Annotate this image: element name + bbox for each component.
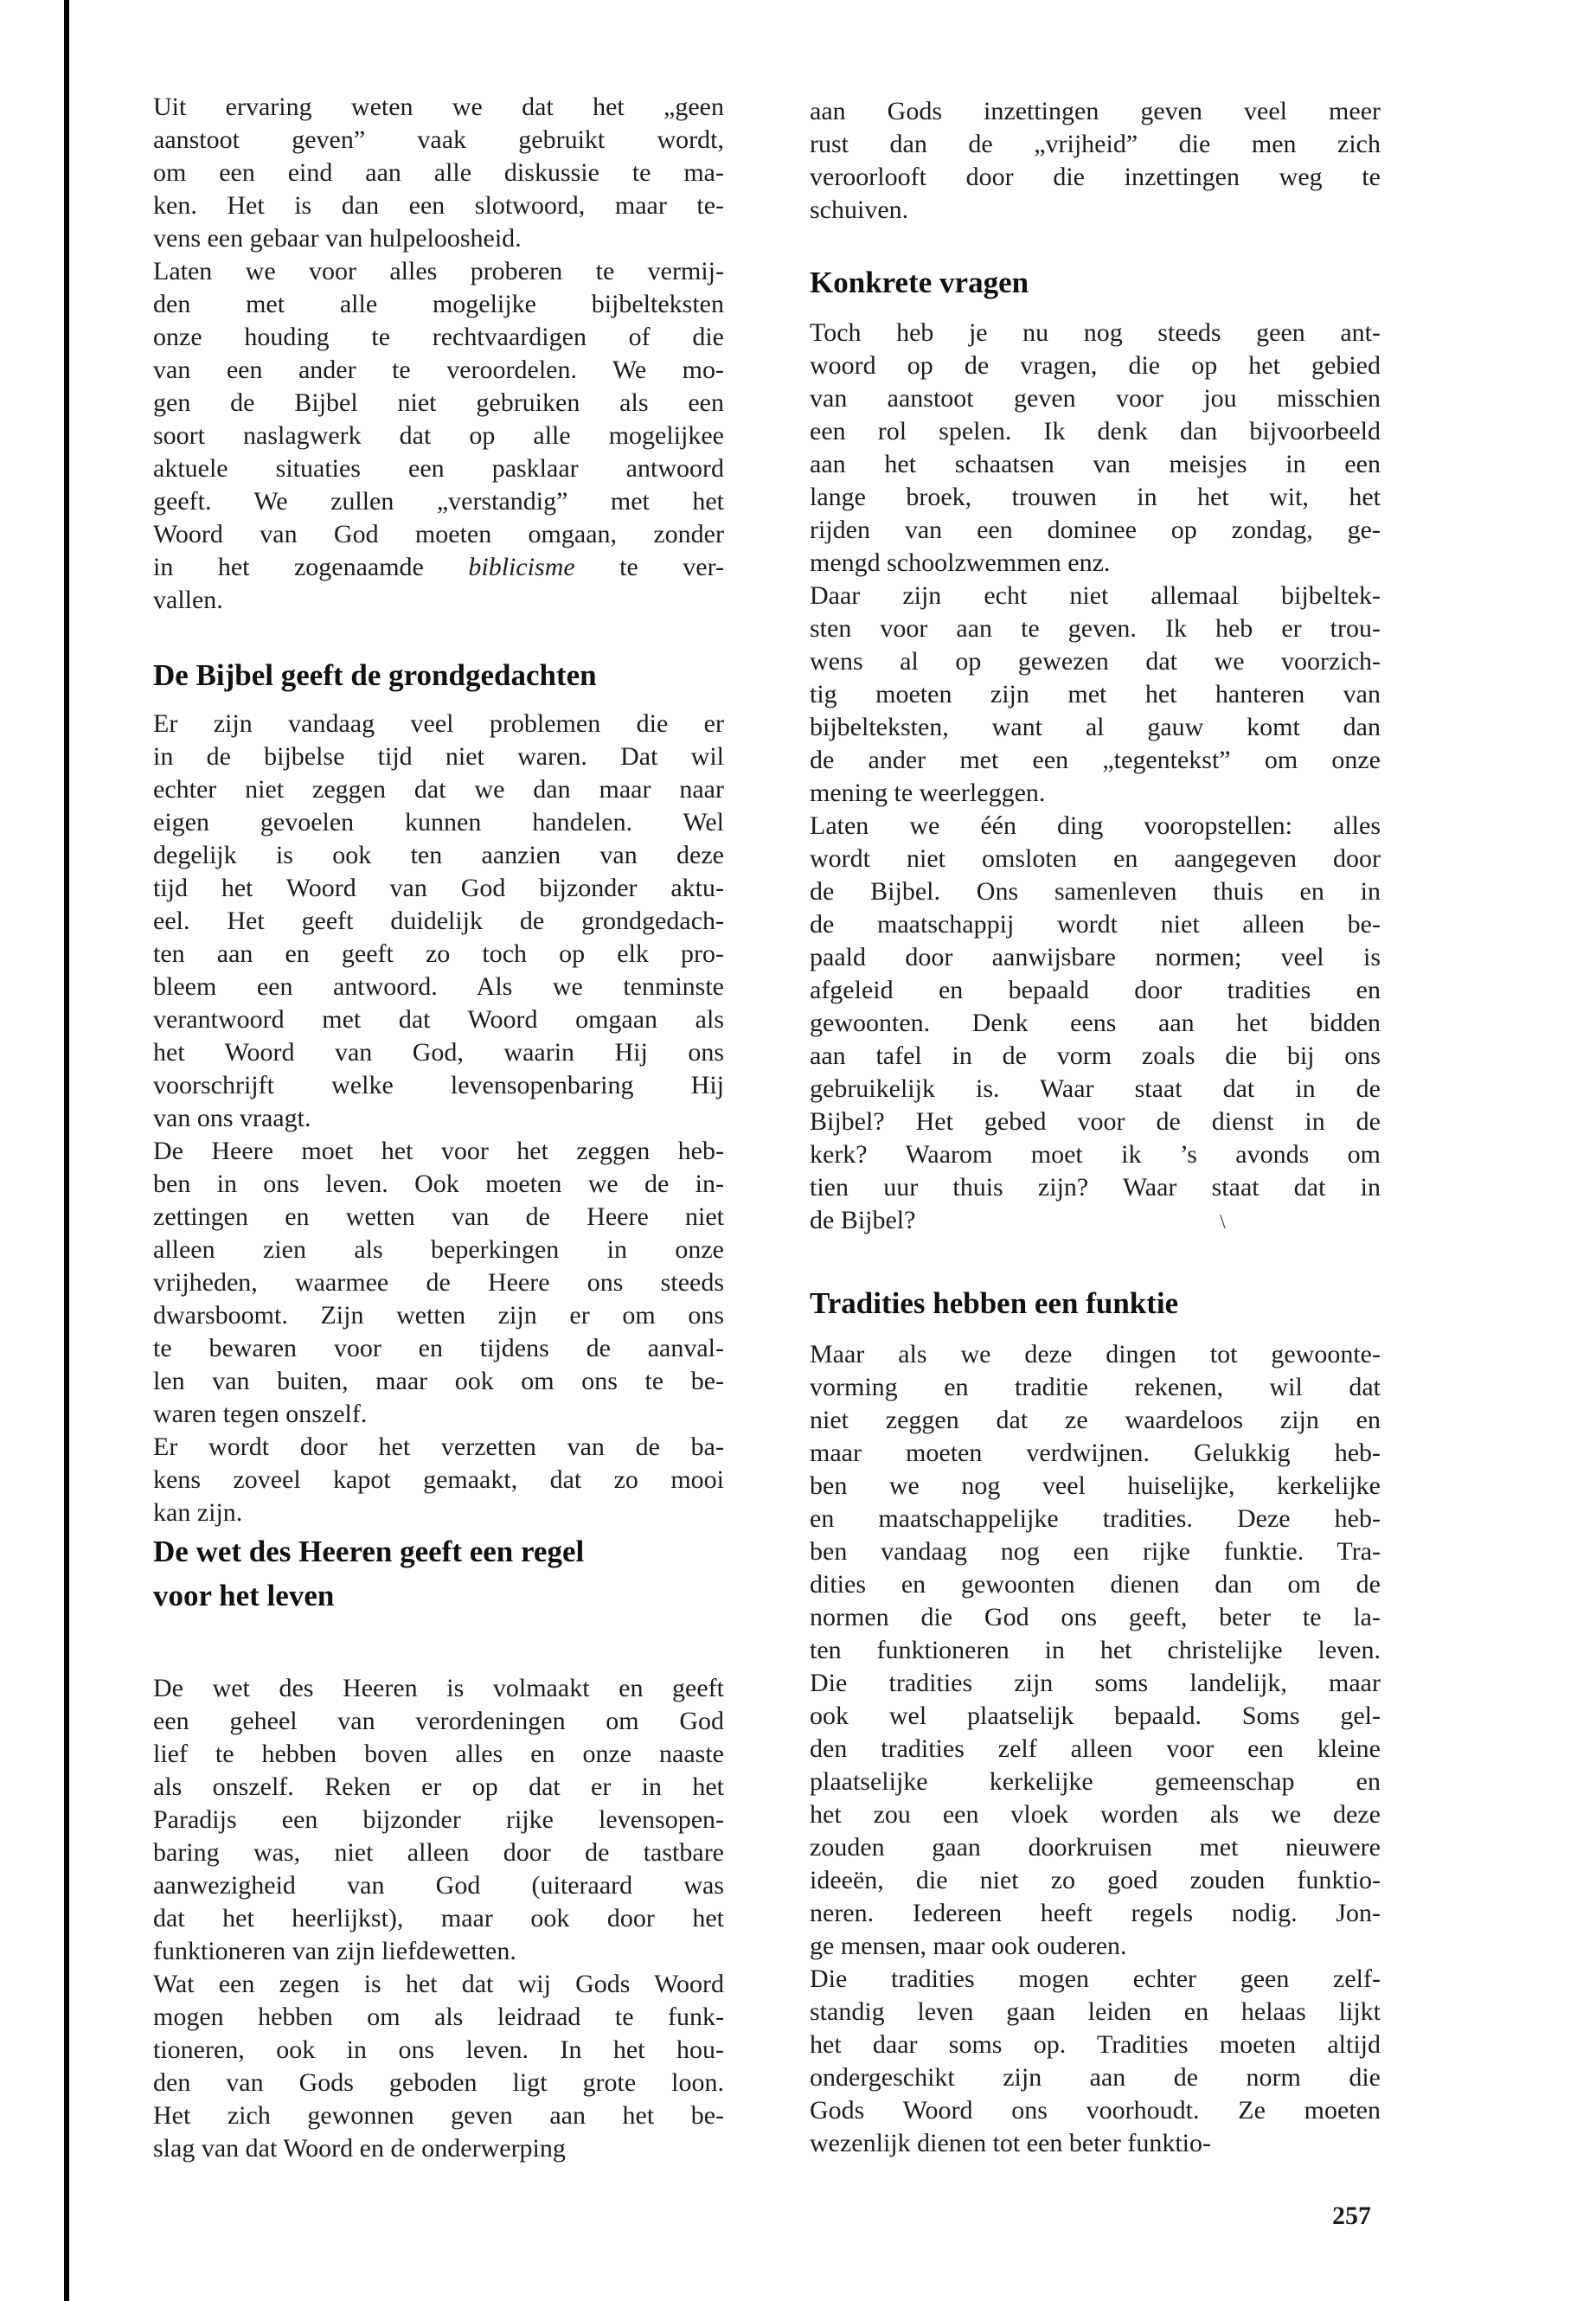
heading-konkrete-vragen: Konkrete vragen (810, 266, 1029, 299)
text-line: vrijheden, waarmee de Heere ons steeds (153, 1268, 724, 1297)
text-line: sten voor aan te geven. Ik heb er trou- (810, 614, 1381, 643)
text-line: Daar zijn echt niet allemaal bijbeltek- (810, 581, 1381, 610)
heading-wet-des-heeren-line1: De wet des Heeren geeft een regel (153, 1535, 585, 1568)
text-line: rust dan de „vrijheid” die men zich (810, 130, 1381, 158)
left-section-grondgedachten (153, 708, 724, 1529)
right-section-intro (810, 95, 1381, 227)
text-line: afgeleid en bepaald door tradities en (810, 976, 1381, 1004)
text-line: rijden van een dominee op zondag, ge- (810, 516, 1381, 544)
text-line: eigen gevoelen kunnen handelen. Wel (153, 808, 724, 836)
paragraph (810, 810, 1381, 1237)
paragraph (153, 708, 724, 1135)
paragraph (153, 1431, 724, 1529)
text-line: de maatschappij wordt niet alleen be- (810, 910, 1381, 939)
text-line: Paradijs een bijzonder rijke levensopen- (153, 1805, 724, 1834)
text-line: de ander met een „tegentekst” om onze (810, 746, 1381, 774)
paragraph (153, 1968, 724, 2165)
text-line: als onszelf. Reken er op dat er in het (153, 1772, 724, 1801)
text-line: Maar als we deze dingen tot gewoonte- (810, 1340, 1381, 1368)
text-line: tien uur thuis zijn? Waar staat dat in (810, 1173, 1381, 1202)
text-line: den met alle mogelijke bijbelteksten (153, 290, 724, 318)
right-section-konkrete-vragen (810, 317, 1381, 1237)
text-line: Die tradities mogen echter geen zelf- (810, 1965, 1381, 1993)
text-line: kens zoveel kapot gemaakt, dat zo mooi (153, 1465, 724, 1494)
text-line: het daar soms op. Tradities moeten altijd (810, 2030, 1381, 2059)
text-line: gewoonten. Denk eens aan het bidden (810, 1009, 1381, 1037)
text-line: wordt niet omsloten en aangegeven door (810, 844, 1381, 873)
text-line: aanwezigheid van God (uiteraard was (153, 1871, 724, 1900)
text-line: Bijbel? Het gebed voor de dienst in de (810, 1107, 1381, 1136)
text-line: aan tafel in de vorm zoals die bij ons (810, 1042, 1381, 1070)
text-line: Die tradities zijn soms landelijk, maar (810, 1669, 1381, 1697)
text-line: ook wel plaatselijk bepaald. Soms gel- (810, 1702, 1381, 1730)
text-line: den tradities zelf alleen voor een kleine (810, 1734, 1381, 1763)
text-line: verantwoord met dat Woord omgaan als (153, 1005, 724, 1034)
text-line: Gods Woord ons voorhoudt. Ze moeten (810, 2096, 1381, 2125)
text-line: Wat een zegen is het dat wij Gods Woord (153, 1970, 724, 1998)
text-line: en maatschappelijke tradities. Deze heb- (810, 1504, 1381, 1533)
text-line: paald door aanwijsbare normen; veel is (810, 943, 1381, 971)
text-line: aktuele situaties een pasklaar antwoord (153, 454, 724, 483)
text-line: vallen. (153, 586, 223, 614)
text-line: maar moeten verdwijnen. Gelukkig heb- (810, 1439, 1381, 1467)
text-line: wens al op gewezen dat we voorzich- (810, 647, 1381, 676)
text-line: Uit ervaring weten we dat het „geen (153, 93, 724, 121)
paragraph (810, 317, 1381, 580)
text-line: wezenlijk dienen tot een beter funktio- (810, 2129, 1211, 2157)
text-line: vorming en traditie rekenen, wil dat (810, 1373, 1381, 1401)
left-section-intro (153, 91, 724, 617)
text-line: zouden gaan doorkruisen met nieuwere (810, 1833, 1381, 1862)
text-line: aanstoot geven” vaak gebruikt wordt, (153, 125, 724, 154)
text-line: ben in ons leven. Ook moeten we de in- (153, 1170, 724, 1198)
text-line: lange broek, trouwen in het wit, het (810, 483, 1381, 511)
text-line: schuiven. (810, 195, 909, 224)
text-line: van een ander te veroordelen. We mo- (153, 356, 724, 384)
text-line: dwarsboomt. Zijn wetten zijn er om ons (153, 1301, 724, 1330)
text-line: kerk? Waarom moet ik ’s avonds om (810, 1140, 1381, 1169)
paragraph (153, 255, 724, 617)
text-line: om een eind aan alle diskussie te ma- (153, 158, 724, 187)
left-section-wet (153, 1672, 724, 2165)
text-line: plaatselijke kerkelijke gemeenschap en (810, 1767, 1381, 1796)
text-line: standig leven gaan leiden en helaas lijkt (810, 1997, 1381, 2026)
text-line: ben vandaag nog een rijke funktie. Tra- (810, 1537, 1381, 1566)
text-line: gebruikelijk is. Waar staat dat in de (810, 1074, 1381, 1103)
text-line: in het zogenaamde biblicisme te ver- (153, 553, 724, 581)
paragraph (153, 91, 724, 255)
text-line: van ons vraagt. (153, 1104, 311, 1132)
text-line: het Woord van God, waarin Hij ons (153, 1038, 724, 1067)
text-line: De Heere moet het voor het zeggen heb- (153, 1137, 724, 1165)
paragraph (153, 1672, 724, 1968)
text-line: veroorlooft door die inzettingen weg te (810, 163, 1381, 191)
text-line: ben we nog veel huiselijke, kerkelijke (810, 1471, 1381, 1500)
heading-tradities: Tradities hebben een funktie (810, 1286, 1179, 1320)
text-line: bijbelteksten, want al gauw komt dan (810, 713, 1381, 741)
text-line: den van Gods geboden ligt grote loon. (153, 2068, 724, 2097)
text-line: ondergeschikt zijn aan de norm die (810, 2063, 1381, 2092)
text-line: soort naslagwerk dat op alle mogelijkee (153, 421, 724, 450)
paragraph (810, 580, 1381, 810)
text-line: ken. Het is dan een slotwoord, maar te- (153, 191, 724, 220)
text-line: tijd het Woord van God bijzonder aktu- (153, 874, 724, 902)
text-line: ideeën, die niet zo goed zouden funktio- (810, 1866, 1381, 1894)
text-line: Laten we voor alles proberen te vermij- (153, 257, 724, 285)
text-line: zettingen en wetten van de Heere niet (153, 1202, 724, 1231)
text-line: Er zijn vandaag veel problemen die er (153, 709, 724, 738)
text-line: lief te hebben boven alles en onze naaste (153, 1740, 724, 1768)
text-line: het zou een vloek worden als we deze (810, 1800, 1381, 1829)
text-line: Toch heb je nu nog steeds geen ant- (810, 318, 1381, 347)
text-line: te bewaren voor en tijdens de aanval- (153, 1334, 724, 1362)
text-line: dat het heerlijkst), maar ook door het (153, 1904, 724, 1932)
text-line: tig moeten zijn met het hanteren van (810, 680, 1381, 708)
text-line: niet zeggen dat ze waardeloos zijn en (810, 1406, 1381, 1434)
text-line: dities en gewoonten dienen dan om de (810, 1570, 1381, 1599)
heading-bijbel-grondgedachten: De Bijbel geeft de grondgedachten (153, 658, 597, 692)
text-line: normen die God ons geeft, beter te la- (810, 1603, 1381, 1631)
emphasized-term: biblicisme (468, 553, 575, 581)
text-line: neren. Iedereen heeft regels nodig. Jon- (810, 1899, 1381, 1927)
text-line: onze houding te rechtvaardigen of die (153, 323, 724, 351)
paragraph (810, 1963, 1381, 2160)
text-line: slag van dat Woord en de onderwerping (153, 2134, 566, 2163)
text-line: baring was, niet alleen door de tastbare (153, 1838, 724, 1867)
text-line: ten funktioneren in het christelijke leven. (810, 1636, 1381, 1664)
text-line: degelijk is ook ten aanzien van deze (153, 841, 724, 869)
text-line: waren tegen onszelf. (153, 1400, 368, 1428)
text-line: len van buiten, maar ook om ons te be- (153, 1367, 724, 1395)
text-line: aan Gods inzettingen geven veel meer (810, 97, 1381, 125)
text-line: mengd schoolzwemmen enz. (810, 548, 1111, 577)
text-line: echter niet zeggen dat we dan maar naar (153, 775, 724, 804)
text-line: de Bijbel. Ons samenleven thuis en in (810, 877, 1381, 906)
text-line: tioneren, ook in ons leven. In het hou- (153, 2035, 724, 2064)
text-line: kan zijn. (153, 1498, 243, 1527)
page-margin-rule (64, 0, 69, 2301)
text-line: De wet des Heeren is volmaakt en geeft (153, 1674, 724, 1702)
text-line: ten aan en geeft zo toch op elk pro- (153, 939, 724, 968)
paragraph (810, 1338, 1381, 1963)
page-number: 257 (1332, 2202, 1371, 2230)
scan-mark: \ (1220, 1211, 1226, 1234)
text-line: een geheel van verordeningen om God (153, 1707, 724, 1735)
text-line: ge mensen, maar ook ouderen. (810, 1932, 1127, 1960)
text-line: aan het schaatsen van meisjes in een (810, 450, 1381, 478)
text-line: geeft. We zullen „verstandig” met het (153, 487, 724, 516)
text-line: eel. Het geeft duidelijk de grondgedach- (153, 907, 724, 935)
text-line: Er wordt door het verzetten van de ba- (153, 1433, 724, 1461)
paragraph (810, 95, 1381, 227)
text-line: gen de Bijbel niet gebruiken als een (153, 388, 724, 417)
text-line: Laten we één ding vooropstellen: alles (810, 811, 1381, 840)
text-line: woord op de vragen, die op het gebied (810, 351, 1381, 380)
text-line: vens een gebaar van hulpeloosheid. (153, 224, 522, 253)
paragraph (153, 1135, 724, 1431)
text-line: van aanstoot geven voor jou misschien (810, 384, 1381, 413)
text-line: Het zich gewonnen geven aan het be- (153, 2101, 724, 2130)
text-line: alleen zien als beperkingen in onze (153, 1235, 724, 1264)
text-line: mogen hebben om als leidraad te funk- (153, 2003, 724, 2031)
text-line: Woord van God moeten omgaan, zonder (153, 520, 724, 548)
heading-wet-des-heeren-line2: voor het leven (153, 1579, 335, 1612)
text-line: voorschrijft welke levensopenbaring Hij (153, 1071, 724, 1099)
text-line: bleem een antwoord. Als we tenminste (153, 972, 724, 1001)
text-line: funktioneren van zijn liefdewetten. (153, 1937, 516, 1965)
right-section-tradities (810, 1338, 1381, 2160)
text-line: een rol spelen. Ik denk dan bijvoorbeeld (810, 417, 1381, 445)
text-line: mening te weerleggen. (810, 779, 1046, 807)
text-line: in de bijbelse tijd niet waren. Dat wil (153, 742, 724, 771)
text-line: de Bijbel? (810, 1206, 916, 1234)
